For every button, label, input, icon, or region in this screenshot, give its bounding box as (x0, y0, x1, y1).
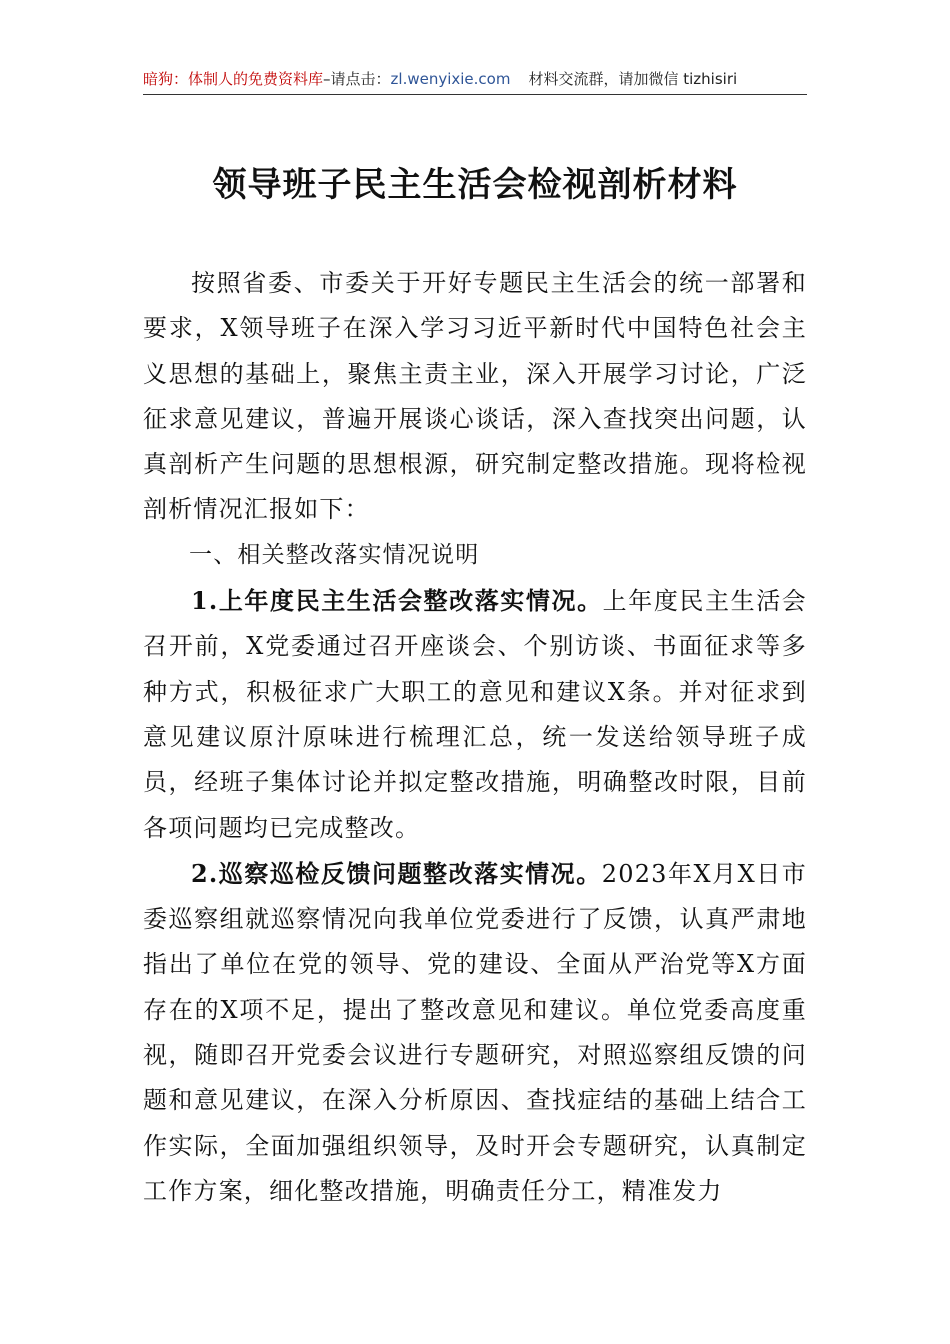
header-site-link[interactable]: zl.wenyixie.com (390, 70, 511, 88)
header-click-prefix: –请点击： (323, 70, 391, 88)
header-brand: 暗狗：体制人的免费资料库 (143, 70, 324, 88)
item1-title: 1.上年度民主生活会整改落实情况。 (191, 586, 603, 616)
item2-paragraph (143, 851, 807, 1214)
item1-text: 上年度民主生活会召开前，X党委通过召开座谈会、个别访谈、书面征求等多种方式，积极征求广大职工的意见和建议X条。并对征求到意见建议原汁原味进行梳理汇总，统一发送给领导班子成员，经班子集体讨论并拟定整改措施，明确整改时限，目前各项问题均已完成整改。 (143, 587, 807, 842)
item1-paragraph (143, 578, 807, 851)
header-group-text: 材料交流群，请加微信 tizhisiri (528, 70, 738, 88)
item2-text: 2023年X月X日市委巡察组就巡察情况向我单位党委进行了反馈，认真严肃地指出了单位在党的领导、党的建设、全面从严治党等X方面存在的X项不足，提出了整改意见和建议。单位党委高度重视，随即召开党委会议进行专题研究，对照巡察组反馈的问题和意见建议，在深入分析原因、查找症结的基础上结合工作实际，全面加强组织领导，及时开会专题研究，认真制定工作方案，细化整改措施，明确责任分工，精准发力 (143, 859, 807, 1205)
intro-paragraph: 按照省委、市委关于开好专题民主生活会的统一部署和要求，X领导班子在深入学习习近平新时代中国特色社会主义思想的基础上，聚焦主责主业，深入开展学习讨论，广泛征求意见建议，普遍开展谈心谈话，深入查找突出问题，认真剖析产生问题的思想根源，研究制定整改措施。现将检视剖析情况汇报如下： (143, 269, 807, 524)
page-header (143, 64, 807, 95)
section1-heading: 一、相关整改落实情况说明 (189, 541, 480, 568)
item2-title: 2.巡察巡检反馈问题整改落实情况。 (191, 858, 602, 888)
document-body (143, 261, 807, 1214)
document-title: 领导班子民主生活会检视剖析材料 (212, 165, 738, 205)
